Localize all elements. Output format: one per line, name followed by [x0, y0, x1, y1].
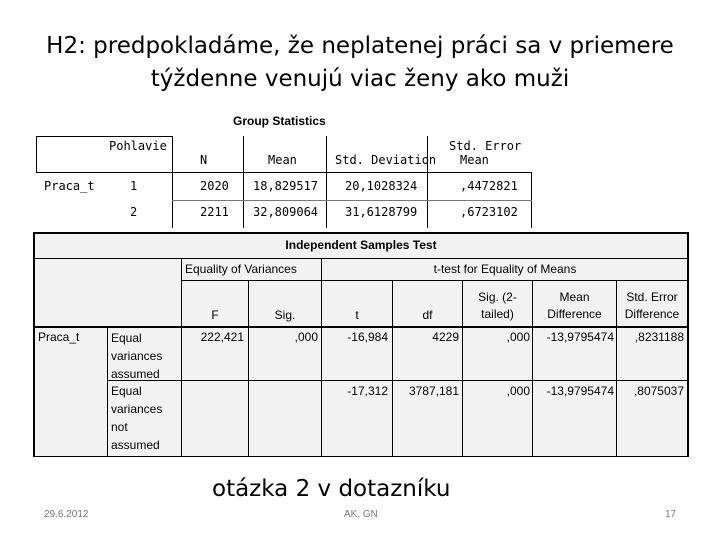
gs-header-mean: Mean [268, 153, 297, 167]
ist-row-2-df: 3787,181 [408, 384, 459, 398]
gs-line [427, 136, 428, 228]
ist-row-1-se-diff: ,8231188 [634, 330, 684, 344]
ist-row-2-sig2: ,000 [506, 384, 530, 398]
ist-col-sig2-line2: tailed) [481, 307, 514, 321]
ist-row-2-label [111, 382, 162, 454]
gs-line [326, 136, 327, 228]
gs-header-se-line2: Mean [460, 153, 489, 167]
ist-variable: Praca_t [38, 330, 80, 344]
gs-row-2-mean: 32,809064 [253, 205, 319, 219]
gs-header-n: N [200, 153, 208, 167]
ist-line [33, 232, 35, 457]
gs-line [243, 136, 244, 228]
ist-col-t: t [355, 308, 359, 322]
slide-title-line-1: H2: predpokladáme, že neplatenej práci sa v priemere [46, 33, 674, 59]
ist-line [107, 326, 108, 456]
gs-row-2-group: 2 [130, 205, 138, 219]
slide-title [40, 30, 680, 96]
gs-header-std-dev: Std. Deviation [335, 153, 437, 167]
ist-col-sig2-line1: Sig. (2- [478, 290, 517, 304]
page-number: 17 [665, 509, 677, 520]
gs-line [36, 172, 532, 173]
gs-row-2-n: 2211 [200, 205, 229, 219]
ist-line [321, 258, 322, 456]
ist-line [181, 280, 689, 281]
ist-line [33, 258, 689, 259]
ist-row-1-df: 4229 [432, 330, 459, 344]
ist-col-se-line2: Difference [624, 307, 680, 321]
gs-row-1-group: 1 [130, 179, 138, 193]
ist-row-1-label-line: assumed [111, 367, 160, 381]
ist-row-2-mean-diff: -13,9795474 [546, 384, 614, 398]
gs-line [172, 200, 532, 201]
footer-author: AK, GN [344, 509, 378, 520]
slide-title-line-2: týždenne venujú viac ženy ako muži [150, 66, 570, 92]
ist-col-md-line2: Difference [547, 307, 602, 321]
slide-caption: otázka 2 v dotazníku [212, 476, 451, 502]
ist-row-2-se-diff: ,8075037 [633, 384, 684, 398]
gs-row-2-std-dev: 31,6128799 [345, 205, 418, 219]
ist-col-md-line1: Mean [559, 290, 590, 304]
ist-row-2-label-line: not [111, 420, 128, 434]
ist-row-2-label-line: variances [111, 402, 163, 416]
ist-line [181, 258, 182, 456]
gs-header-se-line1: Std. Error [449, 139, 522, 153]
ist-col-sig: Sig. [274, 308, 296, 322]
ist-row-1-sig: ,000 [294, 330, 318, 344]
ist-col-se-line1: Std. Error [626, 290, 678, 304]
ist-row-1-mean-diff: -13,9795474 [546, 330, 614, 344]
gs-line [36, 136, 37, 173]
ist-line [33, 456, 689, 457]
ist-row-1-label [111, 329, 162, 383]
ist-row-2-label-line: Equal [111, 384, 142, 398]
ist-title: Independent Samples Test [285, 238, 437, 252]
footer-date: 29.6.2012 [44, 509, 89, 520]
ist-col-df: df [422, 308, 433, 322]
ist-ttest-header: t-test for Equality of Means [433, 262, 577, 276]
gs-row-1-std-dev: 20,1028324 [345, 179, 418, 193]
gs-line [172, 136, 173, 228]
ist-row-1-t: -16,984 [347, 330, 388, 344]
gs-row-2-se: ,6723102 [460, 205, 518, 219]
gs-variable: Praca_t [44, 179, 95, 193]
ist-row-2-t: -17,312 [347, 384, 388, 398]
ist-levene-header: Equality of Variances [185, 262, 297, 276]
ist-row-1-label-line: Equal [111, 331, 142, 345]
group-statistics-title: Group Statistics [233, 114, 326, 128]
gs-row-1-se: ,4472821 [460, 179, 518, 193]
ist-line [33, 326, 689, 328]
gs-row-1-mean: 18,829517 [253, 179, 319, 193]
ist-col-f: F [211, 308, 219, 322]
ist-row-1-label-line: variances [111, 349, 163, 363]
gs-line [36, 136, 173, 137]
gs-header-group: Pohlavie [109, 139, 167, 153]
ist-line [33, 232, 689, 234]
ist-line [392, 280, 393, 456]
gs-row-1-n: 2020 [200, 179, 229, 193]
ist-row-2-label-line: assumed [111, 438, 160, 452]
ist-row-1-f: 222,421 [200, 330, 244, 344]
ist-line [248, 280, 249, 456]
ist-line [107, 380, 689, 381]
ist-row-1-sig2: ,000 [506, 330, 530, 344]
